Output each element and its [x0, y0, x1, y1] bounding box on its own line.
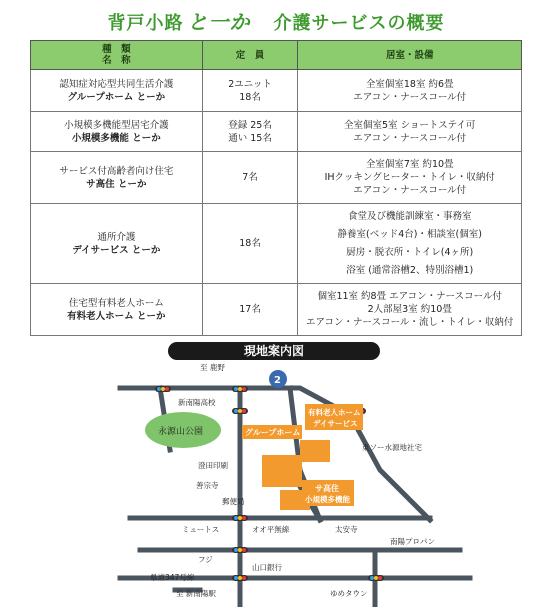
capacity-cell: 17名	[202, 284, 298, 336]
title-script: と一か	[187, 10, 251, 34]
service-name-cell: 認知症対応型共同生活介護 グループホーム とーか	[31, 70, 203, 112]
table-row	[31, 112, 522, 152]
traffic-light-icon	[232, 547, 248, 553]
map-banner: 現地案内図	[168, 342, 380, 360]
header-capacity: 定 員	[202, 41, 298, 70]
callout-sako-line2: 小規模多機能	[305, 495, 350, 504]
capacity-cell: 18名	[202, 204, 298, 284]
facility-block-yuryo	[300, 440, 330, 462]
callout-grouphome-label: グループホーム	[245, 428, 301, 437]
traffic-light-icon	[232, 575, 248, 581]
table-row	[31, 284, 522, 336]
label-taianji: 太安寺	[335, 525, 358, 534]
label-zenshuji: 善宗寺	[196, 481, 219, 490]
route-2-road	[120, 388, 430, 520]
callout-sako-line1: サ高住	[315, 484, 339, 493]
capacity-cell: 登録 25名 通い 15名	[202, 112, 298, 152]
page-title	[0, 6, 552, 35]
service-name-cell: 小規模多機能型居宅介護 小規模多機能 とーか	[31, 112, 203, 152]
park-label: 永源山公園	[158, 427, 204, 437]
label-higashi-soy: 東ソー水源地社宅	[362, 443, 422, 452]
table-row	[31, 152, 522, 204]
label-to-shinnanyo-st: 至 新南陽駅	[176, 589, 216, 598]
service-name-cell: 通所介護 デイサービス とーか	[31, 204, 203, 284]
capacity-cell: 2ユニット 18名	[202, 70, 298, 112]
title-part2: 介護サービスの概要	[273, 13, 445, 34]
callout-yuryo-line1: 有料老人ホーム	[308, 408, 361, 417]
label-post-office: 郵便局	[222, 497, 245, 506]
label-fuji: フジ	[198, 555, 213, 564]
capacity-cell: 7名	[202, 152, 298, 204]
traffic-light-icon	[232, 408, 248, 414]
label-ohira: オオ平無線	[252, 525, 290, 534]
title-part1: 背戸小路	[107, 13, 184, 34]
facilities-cell: 食堂及び機能訓練室・事務室 静養室(ベッド4台)・相談室(個室) 厨房・脱衣所・トイレ(4ヶ所) 浴室 (通常浴槽2、特別浴槽1)	[298, 204, 522, 284]
label-sumida-print: 澄田印刷	[198, 461, 228, 470]
header-type: 種 類 名 称	[31, 41, 203, 70]
table-header-row	[31, 41, 522, 70]
facilities-cell: 個室11室 約8畳 エアコン・ナースコール付 2人部屋3室 約10畳 エアコン・ナースコール・流し・トイレ・収納付	[298, 284, 522, 336]
table-row	[31, 204, 522, 284]
traffic-light-icon	[232, 515, 248, 521]
facilities-cell: 全室個室7室 約10畳 IHクッキングヒーター・トイレ・収納付 エアコン・ナースコール付	[298, 152, 522, 204]
table-row	[31, 70, 522, 112]
route-2-number: 2	[274, 375, 281, 386]
service-name-cell: サービス付高齢者向け住宅 サ高住 とーか	[31, 152, 203, 204]
service-name-cell: 住宅型有料老人ホーム 有料老人ホーム とーか	[31, 284, 203, 336]
label-yamaguchi-bank: 山口銀行	[252, 563, 282, 572]
facilities-cell: 全室個室18室 約6畳 エアコン・ナースコール付	[298, 70, 522, 112]
label-mutosu: ミュートス	[182, 525, 220, 534]
label-to-shikano: 至 鹿野	[200, 363, 225, 372]
label-youme: ゆめタウン	[330, 589, 368, 598]
facilities-cell: 全室個室5室 ショートステイ可 エアコン・ナースコール付	[298, 112, 522, 152]
callout-yuryo-line2: デイサービス	[313, 419, 358, 428]
label-nanyo-propane: 南陽プロパン	[390, 537, 435, 546]
label-route-347: 県道347号線	[150, 573, 195, 582]
traffic-light-icon	[155, 386, 171, 392]
label-shinnanyo-hs: 新南陽高校	[178, 398, 216, 407]
traffic-light-icon	[368, 575, 384, 581]
facility-block-grouphome	[262, 455, 302, 487]
location-map	[0, 360, 552, 607]
traffic-light-icon	[232, 386, 248, 392]
service-table	[30, 40, 522, 336]
header-facilities: 居室・設備	[298, 41, 522, 70]
